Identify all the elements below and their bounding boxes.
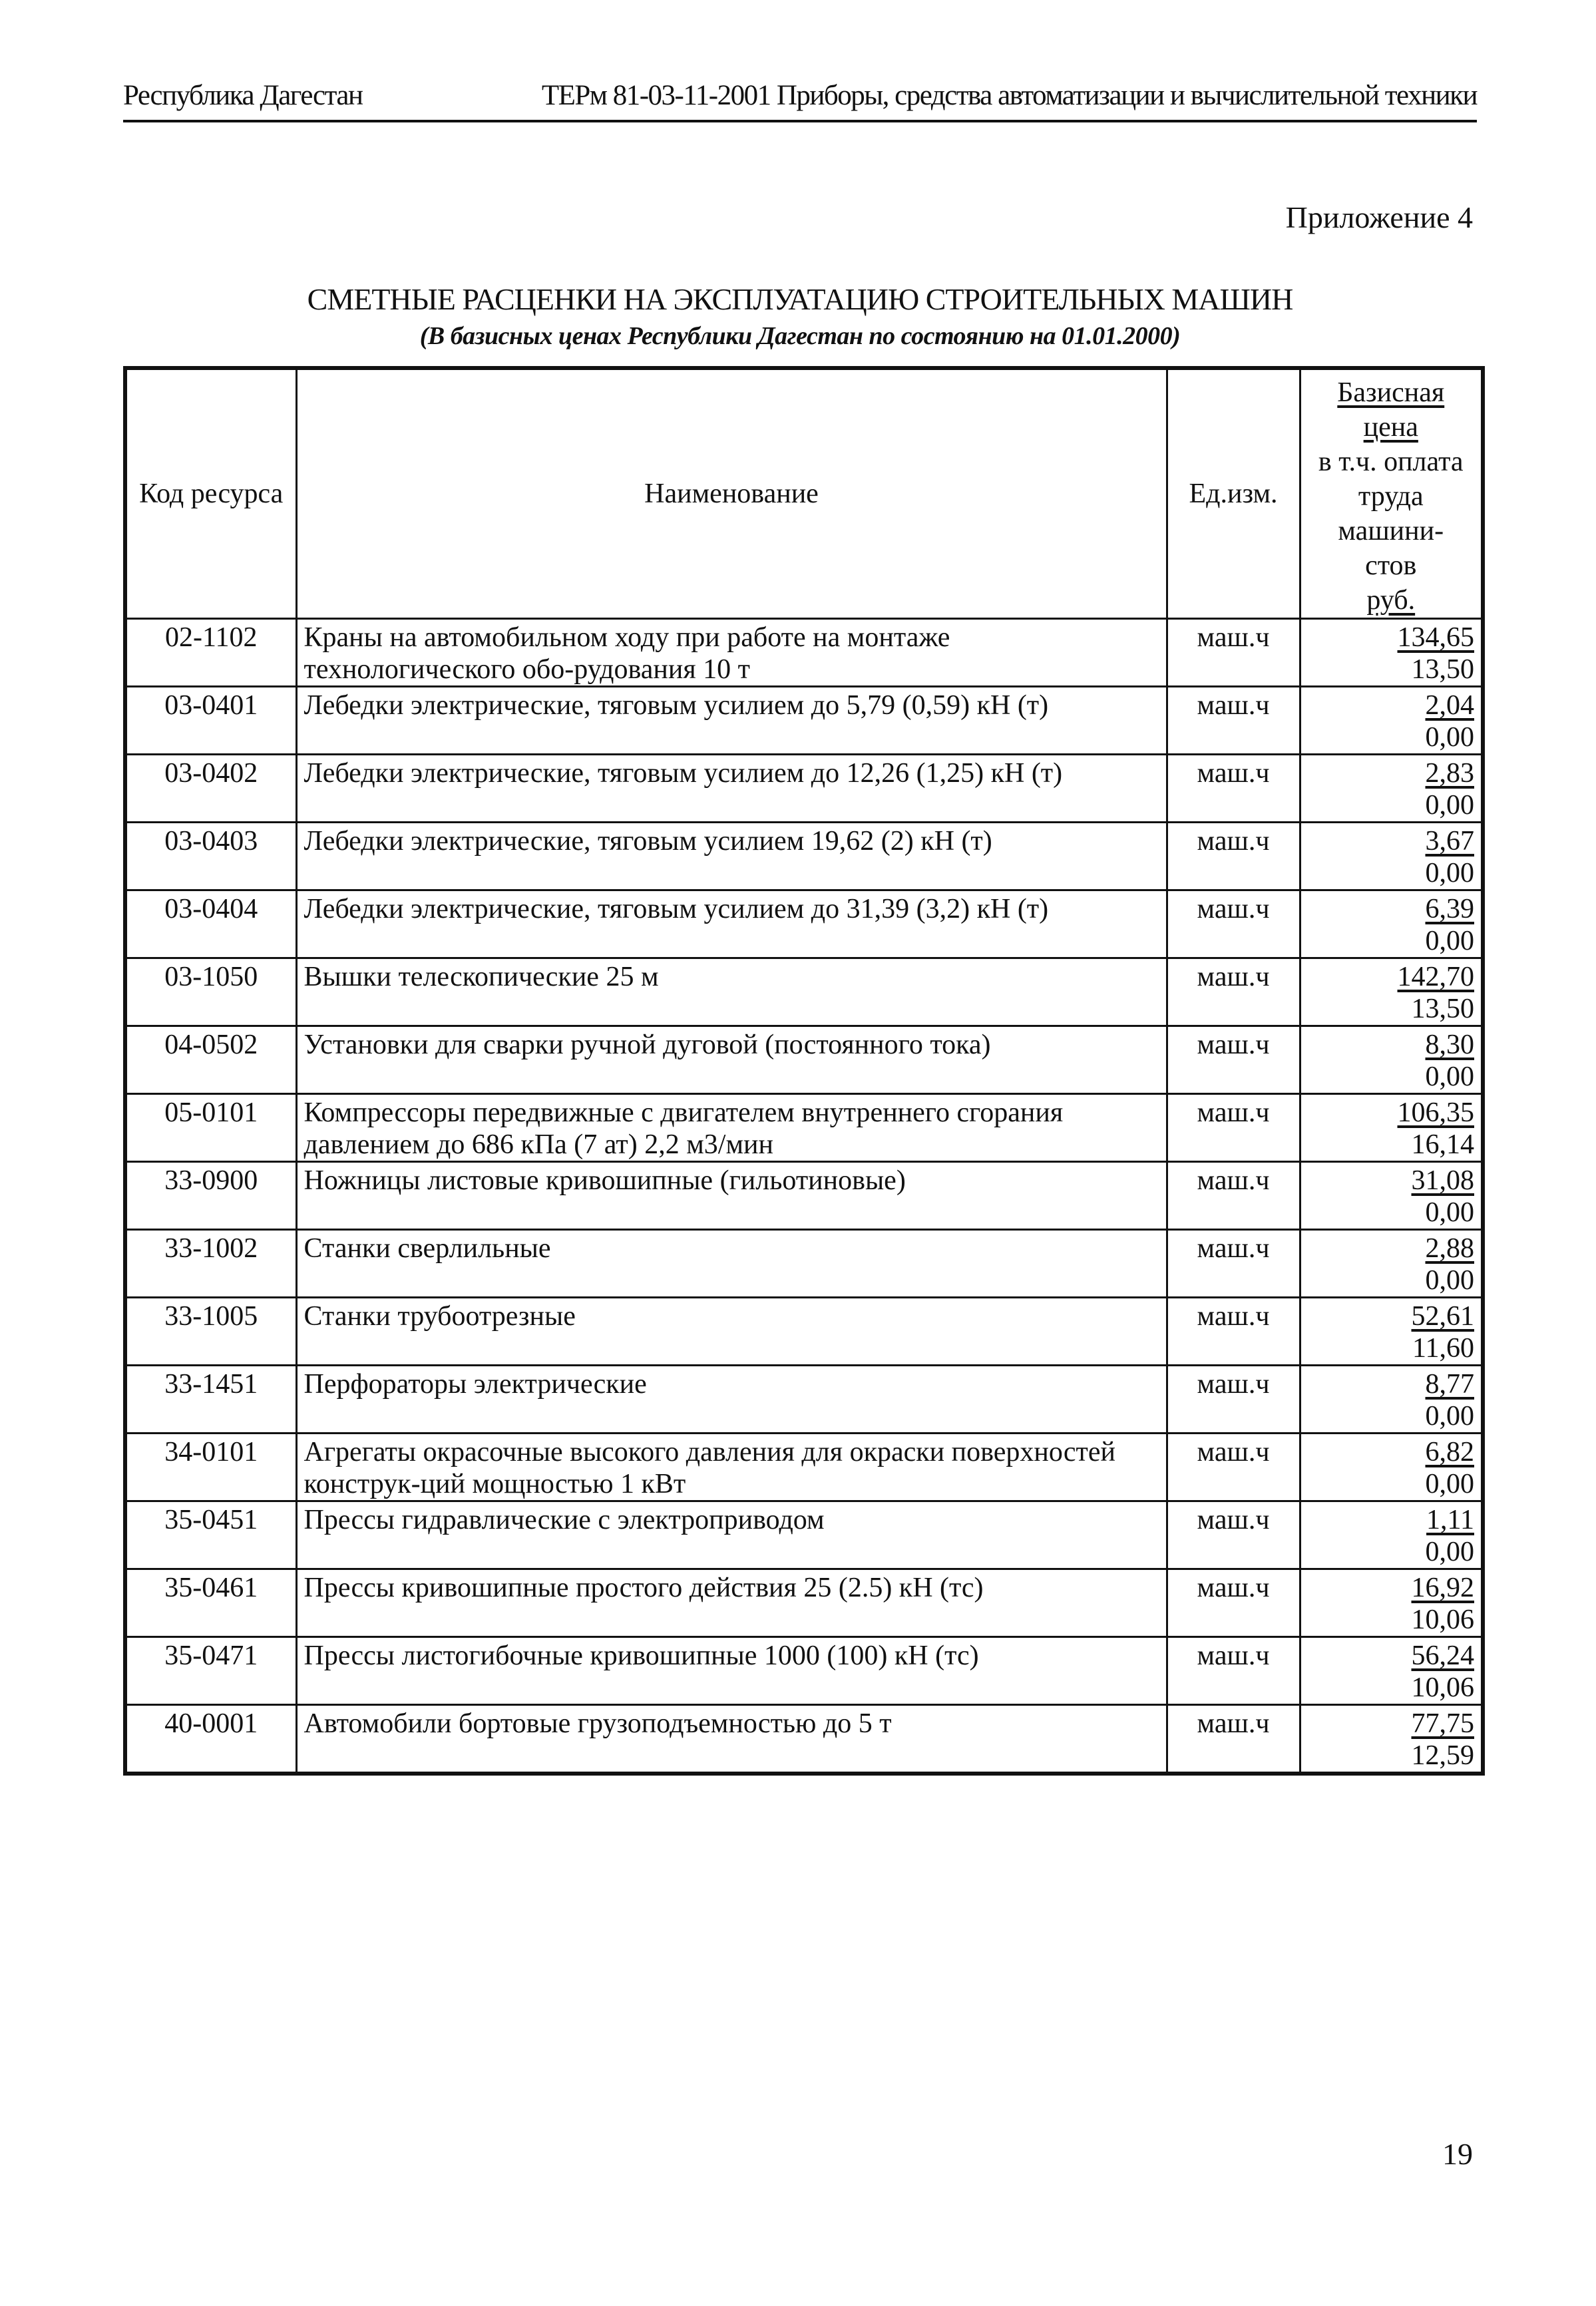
price-cell <box>1300 1094 1483 1162</box>
labor-cost: 10,06 <box>1411 1672 1474 1703</box>
unit-of-measure: маш.ч <box>1167 619 1300 687</box>
price-cell <box>1300 823 1483 890</box>
page-subtitle: (В базисных ценах Республики Дагестан по состоянию на 01.01.2000) <box>419 322 1181 350</box>
price-cell <box>1300 755 1483 823</box>
price-cell <box>1300 1230 1483 1298</box>
labor-cost: 0,00 <box>1425 1469 1474 1499</box>
price-cell <box>1300 1298 1483 1366</box>
resource-name: Прессы кривошипные простого действия 25 (2.5) кН (тс) <box>296 1569 1167 1637</box>
labor-cost: 16,14 <box>1411 1129 1474 1160</box>
table-row <box>125 823 1483 890</box>
price-cell <box>1300 1162 1483 1230</box>
base-price: 8,77 <box>1425 1369 1474 1400</box>
labor-cost: 0,00 <box>1425 926 1474 956</box>
rates-table <box>123 366 1485 1776</box>
table-row <box>125 1637 1483 1705</box>
resource-name: Станки трубоотрезные <box>296 1298 1167 1366</box>
table-row <box>125 890 1483 958</box>
unit-of-measure: маш.ч <box>1167 1569 1300 1637</box>
labor-cost: 13,50 <box>1411 994 1474 1024</box>
resource-name: Лебедки электрические, тяговым усилием до 5,79 (0,59) кН (т) <box>296 687 1167 755</box>
table-row <box>125 958 1483 1026</box>
resource-code: 35-0461 <box>125 1569 296 1637</box>
unit-of-measure: маш.ч <box>1167 890 1300 958</box>
unit-of-measure: маш.ч <box>1167 958 1300 1026</box>
unit-of-measure: маш.ч <box>1167 823 1300 890</box>
table-row <box>125 1434 1483 1501</box>
column-header-code: Код ресурса <box>125 368 296 619</box>
price-header-line1: Базисная цена <box>1337 377 1445 443</box>
table-row <box>125 1162 1483 1230</box>
resource-code: 03-1050 <box>125 958 296 1026</box>
labor-cost: 10,06 <box>1411 1605 1474 1635</box>
price-header-line5: руб. <box>1366 585 1416 616</box>
base-price: 56,24 <box>1411 1640 1474 1671</box>
unit-of-measure: маш.ч <box>1167 1094 1300 1162</box>
unit-of-measure: маш.ч <box>1167 1705 1300 1774</box>
resource-name: Краны на автомобильном ходу при работе на монтаже технологического обо-рудования 10 т <box>296 619 1167 687</box>
resource-code: 33-1005 <box>125 1298 296 1366</box>
price-header-line2: в т.ч. оплата <box>1318 447 1464 477</box>
resource-name: Прессы гидравлические с электроприводом <box>296 1501 1167 1569</box>
resource-code: 04-0502 <box>125 1026 296 1094</box>
resource-name: Автомобили бортовые грузоподъемностью до 5 т <box>296 1705 1167 1774</box>
labor-cost: 12,59 <box>1411 1740 1474 1771</box>
price-cell <box>1300 1637 1483 1705</box>
price-cell <box>1300 890 1483 958</box>
table-row <box>125 755 1483 823</box>
base-price: 6,39 <box>1425 894 1474 924</box>
resource-name: Лебедки электрические, тяговым усилием до 12,26 (1,25) кН (т) <box>296 755 1167 823</box>
base-price: 31,08 <box>1411 1165 1474 1196</box>
resource-code: 34-0101 <box>125 1434 296 1501</box>
base-price: 8,30 <box>1425 1030 1474 1060</box>
resource-name: Агрегаты окрасочные высокого давления для окраски поверхностей конструк-ций мощностью 1 кВт <box>296 1434 1167 1501</box>
table-row <box>125 1501 1483 1569</box>
labor-cost: 0,00 <box>1425 1061 1474 1092</box>
labor-cost: 0,00 <box>1425 1401 1474 1432</box>
base-price: 77,75 <box>1411 1708 1474 1739</box>
resource-code: 33-1002 <box>125 1230 296 1298</box>
resource-name: Установки для сварки ручной дуговой (постоянного тока) <box>296 1026 1167 1094</box>
price-cell <box>1300 1434 1483 1501</box>
resource-code: 03-0404 <box>125 890 296 958</box>
base-price: 2,04 <box>1425 690 1474 721</box>
table-row <box>125 1569 1483 1637</box>
base-price: 6,82 <box>1425 1437 1474 1467</box>
unit-of-measure: маш.ч <box>1167 1162 1300 1230</box>
resource-name: Лебедки электрические, тяговым усилием 19,62 (2) кН (т) <box>296 823 1167 890</box>
base-price: 3,67 <box>1425 826 1474 857</box>
table-row <box>125 687 1483 755</box>
unit-of-measure: маш.ч <box>1167 1501 1300 1569</box>
resource-name: Станки сверлильные <box>296 1230 1167 1298</box>
table-row <box>125 1366 1483 1434</box>
resource-name: Ножницы листовые кривошипные (гильотиновые) <box>296 1162 1167 1230</box>
unit-of-measure: маш.ч <box>1167 687 1300 755</box>
header-region: Республика Дагестан <box>123 80 363 111</box>
resource-code: 03-0403 <box>125 823 296 890</box>
resource-name: Компрессоры передвижные с двигателем внутреннего сгорания давлением до 686 кПа (7 ат) 2,2 м3/мин <box>296 1094 1167 1162</box>
unit-of-measure: маш.ч <box>1167 1366 1300 1434</box>
resource-name: Вышки телескопические 25 м <box>296 958 1167 1026</box>
price-cell <box>1300 1366 1483 1434</box>
resource-code: 40-0001 <box>125 1705 296 1774</box>
column-header-name: Наименование <box>296 368 1167 619</box>
unit-of-measure: маш.ч <box>1167 755 1300 823</box>
table-row <box>125 619 1483 687</box>
base-price: 2,83 <box>1425 758 1474 789</box>
labor-cost: 0,00 <box>1425 1537 1474 1567</box>
column-header-price <box>1300 368 1483 619</box>
base-price: 16,92 <box>1411 1573 1474 1603</box>
base-price: 1,11 <box>1426 1505 1474 1535</box>
price-cell <box>1300 1569 1483 1637</box>
labor-cost: 0,00 <box>1425 722 1474 753</box>
column-header-unit: Ед.изм. <box>1167 368 1300 619</box>
resource-name: Лебедки электрические, тяговым усилием до 31,39 (3,2) кН (т) <box>296 890 1167 958</box>
resource-code: 03-0402 <box>125 755 296 823</box>
table-row <box>125 1705 1483 1774</box>
page-header <box>123 72 1477 122</box>
labor-cost: 0,00 <box>1425 1265 1474 1296</box>
unit-of-measure: маш.ч <box>1167 1637 1300 1705</box>
labor-cost: 11,60 <box>1412 1333 1474 1364</box>
labor-cost: 13,50 <box>1411 654 1474 685</box>
unit-of-measure: маш.ч <box>1167 1434 1300 1501</box>
resource-name: Прессы листогибочные кривошипные 1000 (100) кН (тс) <box>296 1637 1167 1705</box>
price-cell <box>1300 958 1483 1026</box>
resource-code: 03-0401 <box>125 687 296 755</box>
table-row <box>125 1094 1483 1162</box>
table-row <box>125 1230 1483 1298</box>
resource-code: 35-0471 <box>125 1637 296 1705</box>
table-row <box>125 1298 1483 1366</box>
base-price: 142,70 <box>1397 962 1474 992</box>
table-header-row <box>125 368 1483 619</box>
resource-code: 33-1451 <box>125 1366 296 1434</box>
price-header-line3: труда машини- <box>1338 481 1444 546</box>
table-row <box>125 1026 1483 1094</box>
page-title: СМЕТНЫЕ РАСЦЕНКИ НА ЭКСПЛУАТАЦИЮ СТРОИТЕЛЬНЫХ МАШИН <box>307 282 1293 316</box>
base-price: 134,65 <box>1397 622 1474 653</box>
price-cell <box>1300 687 1483 755</box>
resource-name: Перфораторы электрические <box>296 1366 1167 1434</box>
labor-cost: 0,00 <box>1425 858 1474 888</box>
unit-of-measure: маш.ч <box>1167 1298 1300 1366</box>
labor-cost: 0,00 <box>1425 1197 1474 1228</box>
price-cell <box>1300 1705 1483 1774</box>
base-price: 52,61 <box>1411 1301 1474 1332</box>
header-document-title: ТЕРм 81-03-11-2001 Приборы, средства автоматизации и вычислительной техники <box>541 80 1477 111</box>
unit-of-measure: маш.ч <box>1167 1230 1300 1298</box>
resource-code: 02-1102 <box>125 619 296 687</box>
base-price: 106,35 <box>1397 1097 1474 1128</box>
page-number: 19 <box>1442 2137 1473 2171</box>
appendix-label: Приложение 4 <box>1285 200 1473 234</box>
price-header-line4: стов <box>1365 550 1417 581</box>
unit-of-measure: маш.ч <box>1167 1026 1300 1094</box>
resource-code: 05-0101 <box>125 1094 296 1162</box>
resource-code: 35-0451 <box>125 1501 296 1569</box>
price-cell <box>1300 1026 1483 1094</box>
resource-code: 33-0900 <box>125 1162 296 1230</box>
base-price: 2,88 <box>1425 1233 1474 1264</box>
price-cell <box>1300 1501 1483 1569</box>
price-cell <box>1300 619 1483 687</box>
labor-cost: 0,00 <box>1425 790 1474 821</box>
